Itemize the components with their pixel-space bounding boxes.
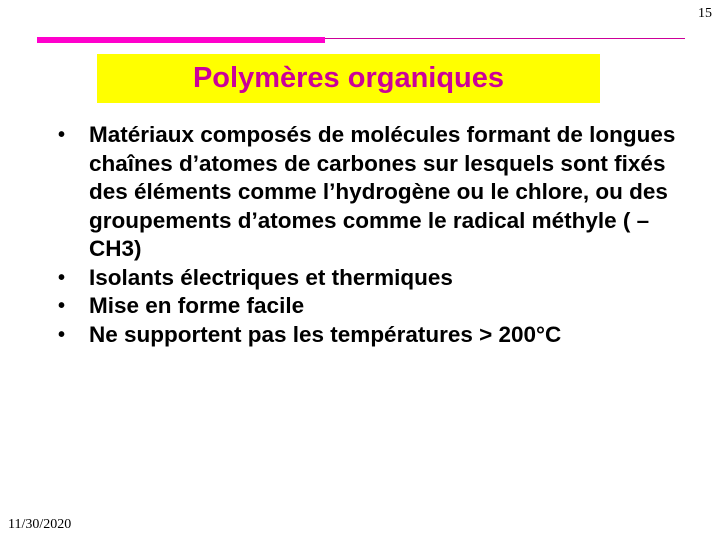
- bullet-list: [52, 121, 692, 349]
- bullet-dot-icon: •: [58, 124, 66, 146]
- slide-number: 15: [698, 6, 712, 21]
- bullet-dot-icon: •: [58, 295, 66, 317]
- bullet-item: [52, 121, 692, 264]
- slide-date: 11/30/2020: [8, 517, 72, 532]
- bullet-dot-icon: •: [58, 323, 66, 346]
- accent-rule-thick: [37, 37, 325, 43]
- bullet-item: [52, 292, 692, 321]
- bullet-item: [52, 264, 692, 293]
- bullet-text: Matériaux composés de molécules formant de longues chaînes d’atomes de carbones sur lesquels sont fixés des éléments comme l’hydrogène ou le chlore, ou des groupements d’atomes comme le radical méthyle ( – CH3): [89, 122, 676, 261]
- bullet-item: [52, 321, 692, 350]
- bullet-dot-icon: •: [58, 266, 66, 289]
- bullet-text: Isolants électriques et thermiques: [89, 264, 453, 290]
- accent-rule-thin: [325, 38, 685, 39]
- title-banner: [97, 54, 600, 103]
- bullet-text: Ne supportent pas les températures > 200°C: [89, 321, 562, 347]
- slide-title: Polymères organiques: [192, 62, 505, 94]
- bullet-text: Mise en forme facile: [89, 293, 305, 318]
